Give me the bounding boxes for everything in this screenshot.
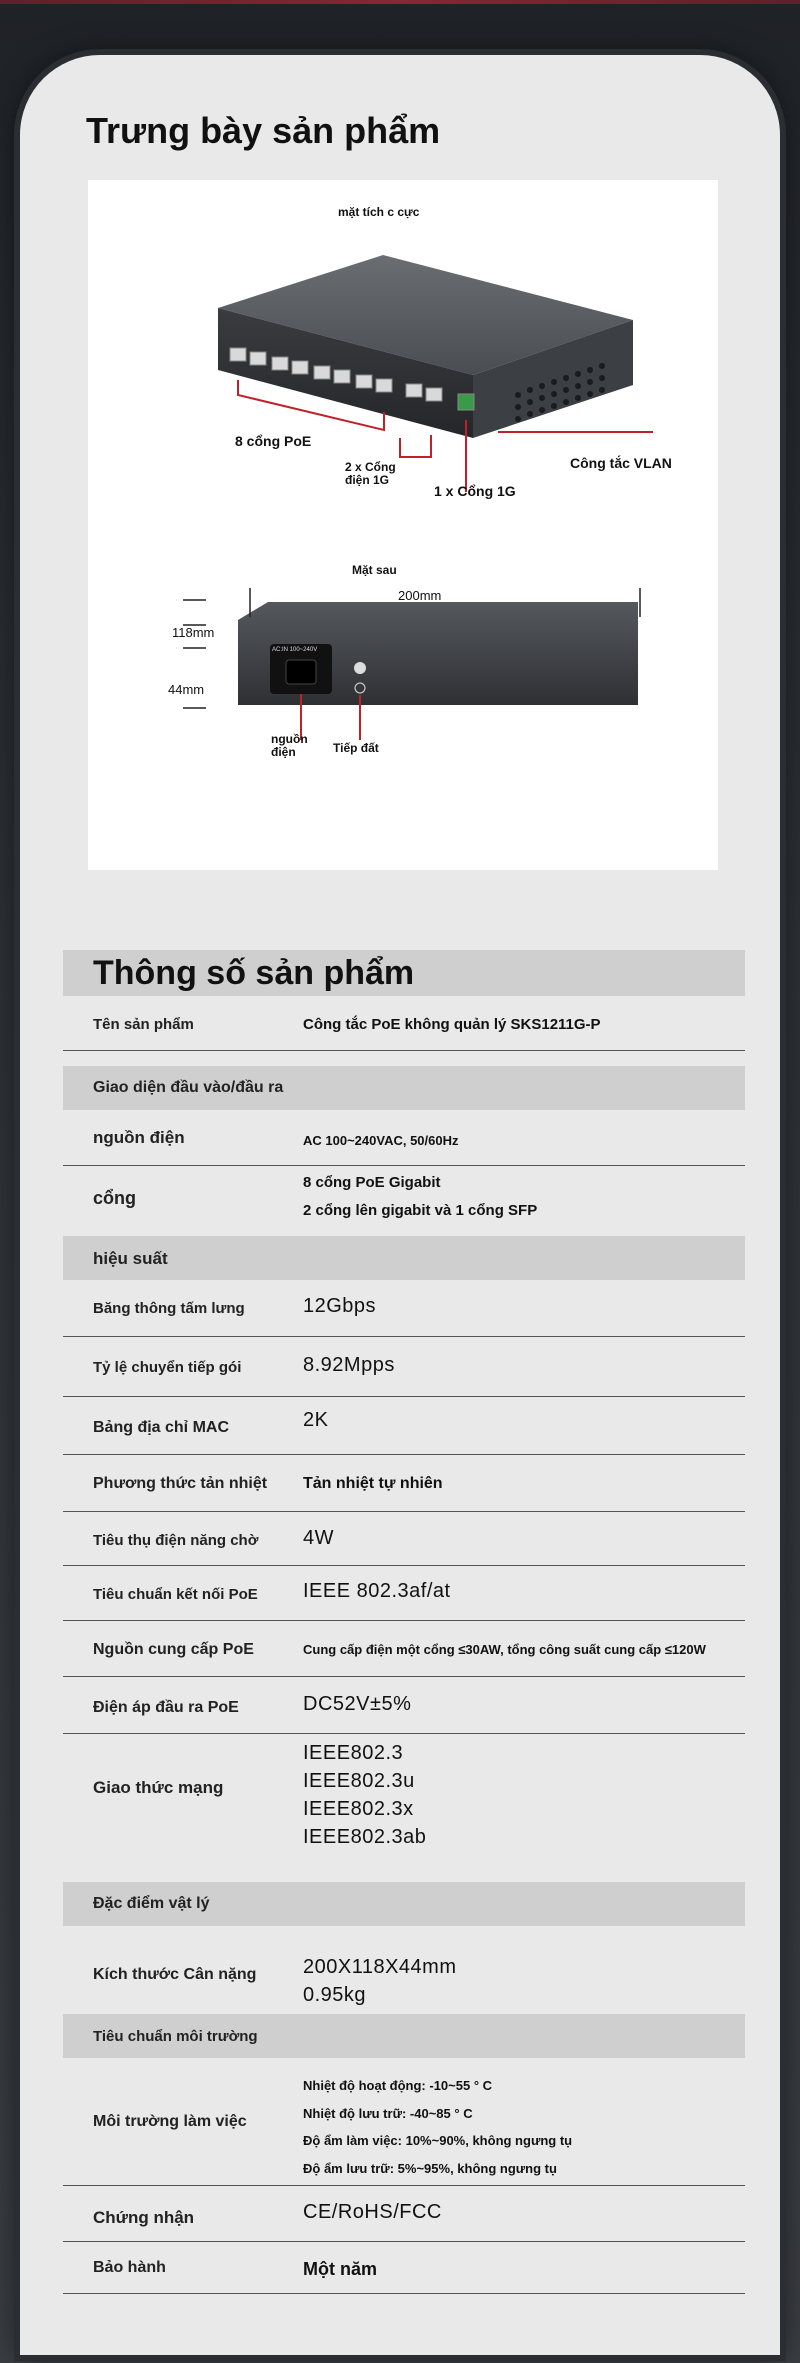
elec-ports-label-2: điện 1G [345,473,390,487]
specs-title: Thông số sản phẩm [93,954,415,992]
spec-value: AC 100~240VAC, 50/60Hz [303,1133,459,1148]
sfp-port [458,394,474,410]
spec-value: DC52V±5% [303,1693,412,1715]
spec-row-mac [63,1397,745,1455]
display-title: Trưng bày sản phẩm [86,110,441,151]
spec-row-poe-supply [63,1621,745,1677]
spec-value: CE/RoHS/FCC [303,2201,442,2223]
elec-ports-label-1: 2 x Cổng [345,460,396,474]
spec-key: Điện áp đầu ra PoE [93,1699,239,1716]
spec-section-label: Giao diện đầu vào/đầu ra [93,1079,284,1096]
spec-value: Tản nhiệt tự nhiên [303,1475,443,1492]
back-caption: Mặt sau [352,563,397,577]
spec-value-line: Độ ẩm lưu trữ: 5%~95%, không ngưng tụ [303,2161,557,2176]
spec-row-environment [63,2058,745,2186]
width-dimension: 200mm [398,588,442,603]
spec-row-ports [63,1166,745,1234]
spec-row-standby-power [63,1512,745,1566]
spec-key: Chứng nhận [93,2208,195,2227]
spec-value: 2K [303,1409,329,1431]
spec-value-line: IEEE802.3x [303,1798,414,1820]
spec-key: Tỷ lệ chuyển tiếp gói [93,1359,242,1376]
spec-value-line: Độ ẩm làm việc: 10%~90%, không ngưng tụ [303,2133,573,2148]
ground-label: Tiếp đất [333,741,379,755]
spec-value-line: IEEE802.3u [303,1770,415,1792]
spec-value-line: 200X118X44mm [303,1956,457,1978]
switch-illustration [88,180,718,870]
content-card [20,55,780,2355]
spec-value: 8.92Mpps [303,1354,395,1376]
poe-ports-label: 8 cổng PoE [235,433,312,449]
spec-section-physical [63,1882,745,1926]
spec-value: 8 cổng PoE Gigabit [303,1174,441,1191]
ground-screw [354,662,366,674]
front-caption: mặt tích c cực [338,205,420,219]
top-accent-bar [0,0,800,4]
spec-value-2: 2 cổng lên gigabit và 1 cổng SFP [303,1202,538,1219]
spec-key: Kích thước Cân nặng [93,1966,257,1983]
spec-row-dimensions [63,1926,745,2014]
spec-value-line: Nhiệt độ lưu trữ: -40~85 ° C [303,2106,473,2121]
spec-key: Tên sản phẩm [93,1016,194,1033]
spec-row-warranty [63,2242,745,2294]
spec-value: Một năm [303,2259,377,2279]
spec-key: Phương thức tản nhiệt [93,1475,268,1492]
spec-value-line: IEEE802.3ab [303,1826,427,1848]
spec-value: Công tắc PoE không quản lý SKS1211G-P [303,1016,601,1033]
spec-row-backplane [63,1280,745,1337]
spec-section-io [63,1066,745,1110]
spec-key: Tiêu thụ điện năng chờ [93,1532,259,1549]
spec-key: Bảo hành [93,2259,166,2276]
spec-key: cổng [93,1188,136,1208]
spec-value: IEEE 802.3af/at [303,1580,451,1602]
spec-row-cooling [63,1455,745,1512]
spec-value: 4W [303,1527,334,1549]
height-dimension: 44mm [168,682,205,697]
spec-row-poe-standard [63,1566,745,1621]
spec-value-line: 0.95kg [303,1984,367,2006]
power-label-2: điện [271,745,296,759]
spec-section-performance [63,1236,745,1280]
spec-row-product-name [63,996,745,1051]
spec-value-line: Nhiệt độ hoạt động: -10~55 ° C [303,2078,493,2093]
spec-key: Nguồn cung cấp PoE [93,1641,254,1658]
spec-row-forwarding [63,1337,745,1397]
spec-value-line: IEEE802.3 [303,1742,404,1764]
power-label-1: nguồn [271,732,308,746]
depth-dimension: 118mm [172,625,215,640]
spec-section-label: Đặc điểm vật lý [93,1895,210,1912]
spec-row-certification [63,2186,745,2242]
spec-row-poe-voltage [63,1677,745,1734]
ac-input-label: AC:IN 100~240V [272,647,318,653]
spec-value: Cung cấp điện một cổng ≤30AW, tổng công suất cung cấp ≤120W [303,1642,706,1657]
spec-value: 12Gbps [303,1295,377,1317]
spec-key: nguồn điện [93,1128,185,1147]
specs-header-band [63,950,745,996]
spec-row-protocols [63,1734,745,1848]
vlan-switch-label: Công tắc VLAN [570,455,672,471]
spec-section-label: Tiêu chuẩn môi trường [93,2028,258,2045]
spec-key: Môi trường làm việc [93,2113,247,2130]
spec-row-power [63,1110,745,1166]
spec-section-label: hiệu suất [93,1249,168,1268]
sfp-port-label: 1 x Cổng 1G [434,483,516,499]
spec-key: Tiêu chuẩn kết nối PoE [93,1586,258,1603]
spec-key: Bảng địa chỉ MAC [93,1419,230,1436]
spec-key: Giao thức mạng [93,1778,224,1797]
spec-section-environment [63,2014,745,2058]
product-display-image [88,180,718,870]
spec-key: Băng thông tấm lưng [93,1300,245,1317]
